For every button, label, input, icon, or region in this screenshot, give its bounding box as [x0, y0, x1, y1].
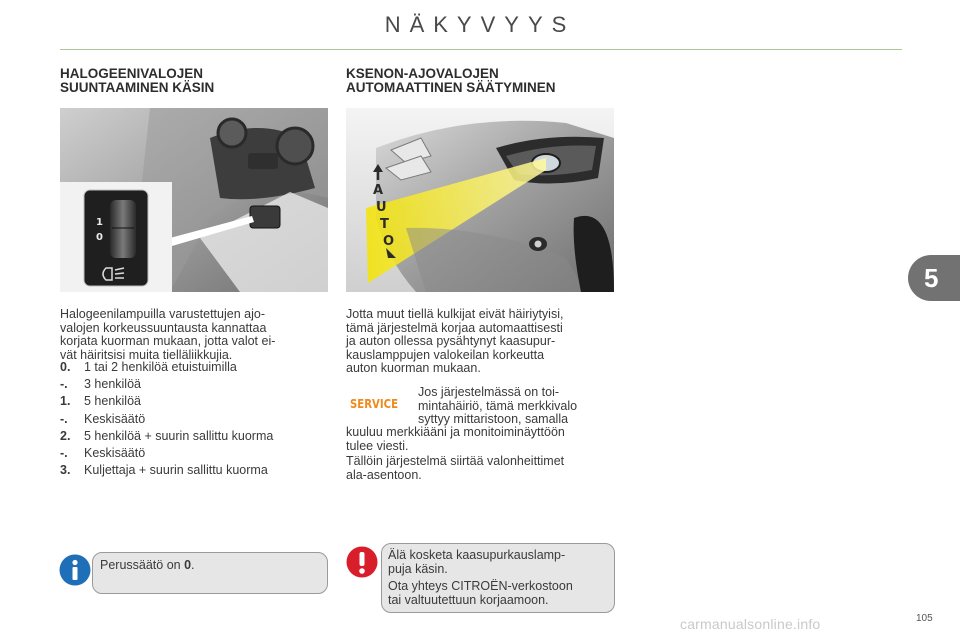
- service-warning-icon: [348, 393, 400, 413]
- title-divider: [60, 49, 902, 50]
- list-item-key: 1.: [60, 394, 71, 409]
- list-item: [60, 377, 330, 394]
- auto-letter-a: A: [373, 183, 384, 198]
- service-paragraph-continued: [346, 426, 614, 453]
- right-heading-line2: AUTOMAATTINEN SÄÄTYMINEN: [346, 80, 556, 95]
- service-line: tulee viesti.: [346, 438, 409, 453]
- warning-note-text: [388, 549, 610, 607]
- list-item-text: 3 henkilöä: [84, 377, 141, 392]
- right-heading-line1: KSENON-AJOVALOJEN: [346, 66, 499, 81]
- list-item-text: 1 tai 2 henkilöä etuistuimilla: [84, 360, 237, 374]
- auto-letter-u: U: [376, 200, 387, 215]
- right-intro-line: kauslamppujen valokeilan korkeutta: [346, 347, 545, 362]
- warning-line: puja käsin.: [388, 561, 448, 576]
- right-intro-line: auton kuorman mukaan.: [346, 361, 481, 375]
- list-item-key: -.: [60, 445, 68, 460]
- warning-line: tai valtuutettuun korjaamoon.: [388, 592, 549, 607]
- left-heading: [60, 67, 320, 95]
- right-intro-line: tämä järjestelmä korjaa automaattisesti: [346, 320, 563, 335]
- list-item-text: 5 henkilöä: [84, 394, 141, 409]
- right-intro-paragraph: [346, 308, 614, 376]
- list-item-text: 5 henkilöä + suurin sallittu kuorma: [84, 428, 274, 443]
- dial-mark-0: 0: [96, 232, 103, 243]
- warning-icon: [346, 546, 378, 578]
- page-title: NÄKYVYYS: [384, 12, 576, 37]
- list-item: [60, 394, 330, 411]
- list-item: [60, 429, 330, 446]
- list-item-key: 3.: [60, 463, 71, 478]
- list-item-key: 2.: [60, 428, 71, 443]
- left-intro-line: vät häiritsisi muita tielläliikkujia.: [60, 347, 233, 362]
- service-line: Jos järjestelmässä on toi-: [418, 385, 560, 399]
- list-item-key: -.: [60, 377, 68, 392]
- right-intro-line: ja auton ollessa pysähtynyt kaasupur-: [346, 334, 556, 348]
- service-line: kuuluu merkkiääni ja monitoiminäyttöön: [346, 425, 565, 439]
- left-heading-line1: HALOGEENIVALOJEN: [60, 66, 204, 81]
- info-note-label: Perussäätö on: [100, 558, 185, 572]
- car-headlight-photo: [346, 108, 614, 292]
- list-item: [60, 360, 330, 377]
- left-intro-line: valojen korkeussuuntausta kannattaa: [60, 320, 267, 335]
- fallback-paragraph: [346, 455, 614, 482]
- warning-line: Älä kosketa kaasupurkauslamp-: [388, 548, 566, 562]
- auto-letter-o: O: [383, 234, 395, 249]
- list-item: [60, 412, 330, 429]
- right-heading: [346, 67, 626, 95]
- list-item-text: Kuljettaja + suurin sallittu kuorma: [84, 463, 268, 478]
- list-item-key: 0.: [60, 360, 71, 374]
- list-item-text: Keskisäätö: [84, 445, 146, 460]
- auto-letter-t: T: [380, 217, 389, 232]
- page-number: 105: [916, 613, 933, 624]
- warning-line: Ota yhteys CITROËN-verkostoon: [388, 579, 573, 593]
- dial-mark-1: 1: [96, 217, 103, 228]
- info-note-end: .: [191, 558, 195, 572]
- list-item: [60, 446, 330, 463]
- service-line: syttyy mittaristoon, samalla: [418, 412, 569, 426]
- list-item: [60, 463, 330, 480]
- list-item-key: -.: [60, 411, 68, 426]
- car-headlight-illustration: [346, 108, 614, 292]
- service-line: mintahäiriö, tämä merkkivalo: [418, 398, 578, 413]
- info-note-value: 0: [184, 558, 192, 572]
- list-item-text: Keskisäätö: [84, 411, 146, 426]
- watermark: carmanualsonline.info: [680, 616, 821, 632]
- left-heading-line2: SUUNTAAMINEN KÄSIN: [60, 80, 215, 95]
- info-icon: [59, 554, 91, 586]
- dashboard-photo: [60, 108, 328, 292]
- chapter-tab: 5: [908, 255, 960, 301]
- right-intro-line: Jotta muut tiellä kulkijat eivät häiriytyisi,: [346, 307, 564, 321]
- service-label: SERVICE: [350, 397, 398, 411]
- settings-list: [60, 360, 330, 480]
- dashboard-illustration: [60, 108, 328, 292]
- left-intro-line: Halogeenilampuilla varustettujen ajo-: [60, 307, 265, 321]
- left-intro-line: korjata kuorman mukaan, jotta valot ei-: [60, 334, 276, 348]
- service-paragraph: [418, 386, 614, 427]
- left-intro-paragraph: [60, 308, 328, 362]
- fallback-line: ala-asentoon.: [346, 467, 422, 482]
- fallback-line: Tällöin järjestelmä siirtää valonheittimet: [346, 454, 565, 468]
- info-note-text: [100, 559, 195, 573]
